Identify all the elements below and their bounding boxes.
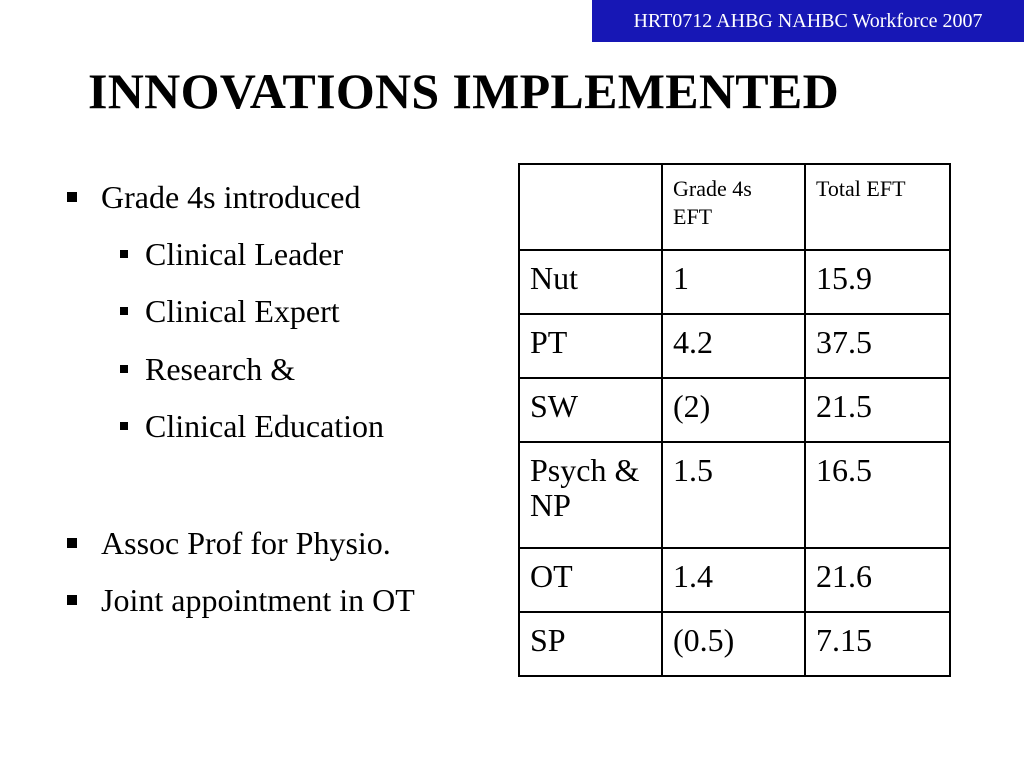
bullet-text: Clinical Leader [145, 236, 344, 272]
bullet-text: Assoc Prof for Physio. [101, 525, 391, 561]
table-cell: 1.4 [662, 548, 805, 612]
table-cell: 21.6 [805, 548, 950, 612]
table-header-cell: Grade 4s EFT [662, 164, 805, 250]
table-cell: SW [519, 378, 662, 442]
bullet-text: Clinical Education [145, 408, 385, 444]
table-cell: 16.5 [805, 442, 950, 548]
table-header-cell: Total EFT [805, 164, 950, 250]
table-row [519, 548, 950, 612]
bullet-text: Joint appointment in OT [101, 582, 415, 618]
table-cell: 1.5 [662, 442, 805, 548]
table-cell: (0.5) [662, 612, 805, 676]
table-cell: SP [519, 612, 662, 676]
table-row [519, 378, 950, 442]
eft-table [518, 163, 951, 677]
square-bullet-icon [67, 595, 77, 605]
bullet-item-clinical-leader [120, 238, 343, 270]
square-bullet-icon [120, 307, 128, 315]
table-cell: OT [519, 548, 662, 612]
table-cell: (2) [662, 378, 805, 442]
page-title: INNOVATIONS IMPLEMENTED [88, 63, 839, 119]
table-cell: Nut [519, 250, 662, 314]
eft-table-container [518, 163, 949, 675]
table-row [519, 612, 950, 676]
bullet-item-assoc-prof [67, 527, 391, 559]
table-cell: PT [519, 314, 662, 378]
bullet-text: Grade 4s introduced [101, 179, 361, 215]
bullet-item-joint-appointment [67, 584, 415, 616]
header-badge: HRT0712 AHBG NAHBC Workforce 2007 [592, 0, 1024, 42]
square-bullet-icon [120, 422, 128, 430]
bullet-item-grade-4s [67, 181, 360, 213]
square-bullet-icon [120, 365, 128, 373]
table-cell: 37.5 [805, 314, 950, 378]
table-row [519, 442, 950, 548]
table-row [519, 314, 950, 378]
table-cell: Psych & NP [519, 442, 662, 548]
square-bullet-icon [67, 538, 77, 548]
square-bullet-icon [120, 250, 128, 258]
bullet-item-clinical-education [120, 410, 384, 442]
table-cell: 7.15 [805, 612, 950, 676]
bullet-item-research [120, 353, 295, 385]
table-cell: 4.2 [662, 314, 805, 378]
bullet-text: Research & [145, 351, 296, 387]
bullet-item-clinical-expert [120, 295, 340, 327]
bullet-text: Clinical Expert [145, 293, 340, 329]
table-cell: 1 [662, 250, 805, 314]
table-cell: 15.9 [805, 250, 950, 314]
square-bullet-icon [67, 192, 77, 202]
table-row [519, 250, 950, 314]
table-header-cell [519, 164, 662, 250]
table-header-row [519, 164, 950, 250]
table-cell: 21.5 [805, 378, 950, 442]
